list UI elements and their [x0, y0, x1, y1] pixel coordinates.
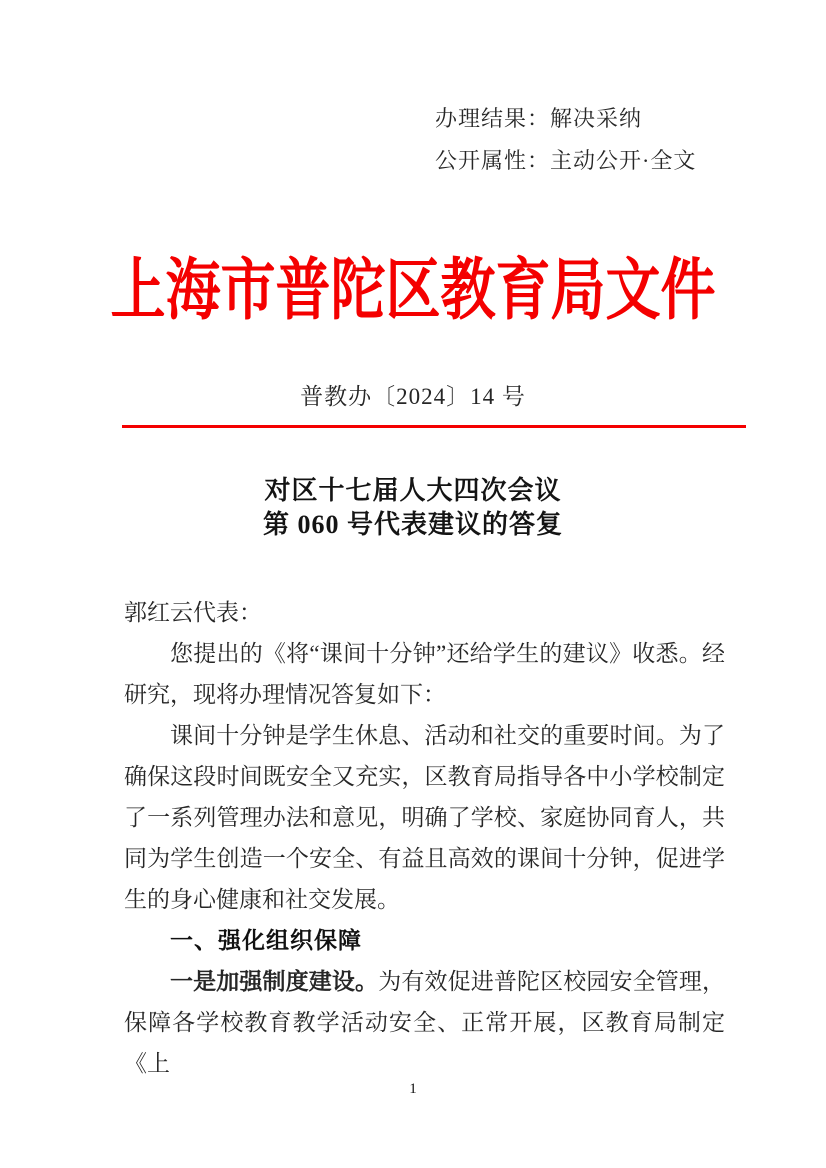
- paragraph-measure-1: [124, 961, 725, 1084]
- subject-title-line-2: 第 060 号代表建议的答复: [262, 510, 563, 539]
- handling-result-line: 办理结果：解决采纳: [435, 106, 643, 131]
- agency-masthead-title: 上海市普陀区教育局文件: [110, 253, 716, 328]
- disclosure-attribute-line: 公开属性：主动公开·全文: [435, 148, 697, 173]
- red-divider-line: [122, 425, 746, 428]
- paragraph-intro: 您提出的《将“课间十分钟”还给学生的建议》收悉。经研究，现将办理情况答复如下：: [124, 641, 725, 707]
- meta-block: [435, 98, 696, 182]
- subject-title: [0, 474, 826, 542]
- paragraph-overview: 课间十分钟是学生休息、活动和社交的重要时间。为了确保这段时间既安全又充实，区教育局指导各中小学校制定了一系列管理办法和意见，明确了学校、家庭协同育人，共同为学生创造一个安全、有益且高效的课间十分钟，促进学生的身心健康和社交发展。: [124, 723, 725, 912]
- page-number: 1: [409, 1081, 417, 1097]
- document-number: 普教办〔2024〕14 号: [300, 384, 526, 409]
- document-body: [124, 592, 725, 1084]
- salutation: 郭红云代表：: [124, 600, 262, 625]
- section-heading-1: 一、强化组织保障: [170, 927, 362, 953]
- measure-1-lead: 一是加强制度建设。: [170, 969, 379, 994]
- subject-title-line-1: 对区十七届人大四次会议: [264, 476, 562, 505]
- measure-1-text: 为有效促进普陀区校园安全管理，保障各学校教育教学活动安全、正常开展，区教育局制定《上: [124, 969, 726, 1076]
